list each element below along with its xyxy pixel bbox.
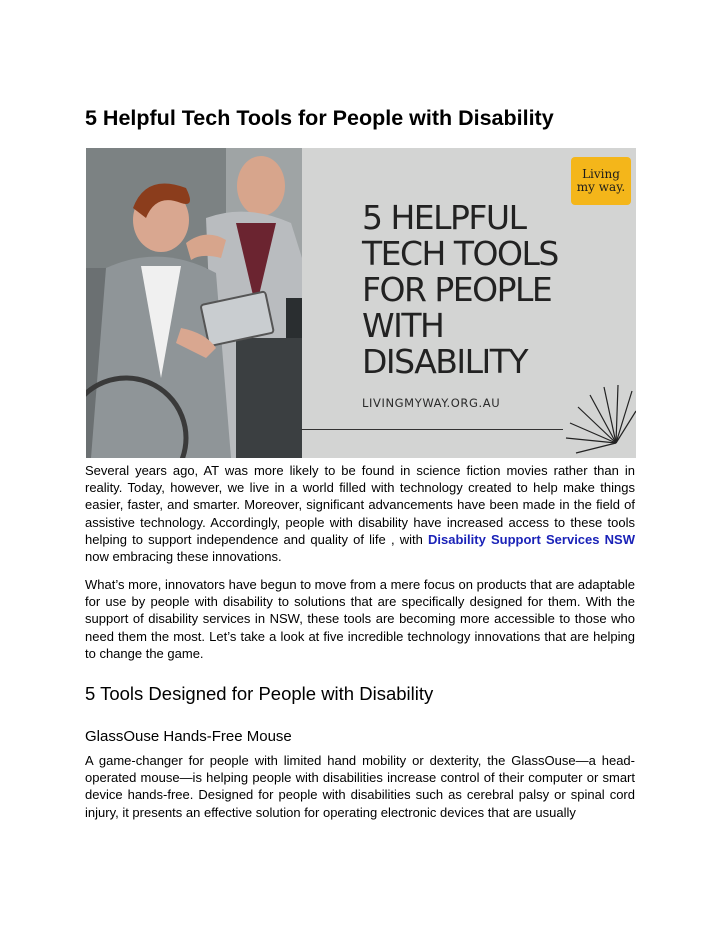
hero-divider	[301, 429, 563, 430]
living-my-way-logo: Living my way.	[571, 157, 631, 205]
hero-headline-line: FOR PEOPLE	[362, 270, 552, 309]
hero-url: LIVINGMYWAY.ORG.AU	[362, 396, 501, 410]
hero-headline-line: DISABILITY	[362, 342, 528, 381]
section-heading: 5 Tools Designed for People with Disability	[85, 683, 434, 704]
glassouse-paragraph: A game-changer for people with limited hand mobility or dexterity, the GlassOuse—a head-operated mouse—is helping people with disabilities increase control of their computer or smart device hands-free. Designed for people with disabilities such as cerebral palsy or spinal cord injury, it presents an effective solution for operating electronic devices that are usually	[85, 753, 635, 820]
hero-image	[86, 148, 636, 458]
article-title: 5 Helpful Tech Tools for People with Disability	[85, 106, 554, 130]
hero-headline-line: 5 HELPFUL	[362, 198, 526, 237]
hero-headline-line: WITH	[362, 306, 444, 345]
subheading: GlassOuse Hands-Free Mouse	[85, 728, 292, 745]
hero-photo	[86, 148, 302, 458]
decorative-rays-icon	[556, 383, 636, 458]
hero-headline-line: TECH TOOLS	[362, 234, 558, 273]
hero-headline	[362, 200, 622, 380]
disability-support-link[interactable]: Disability Support Services NSW	[428, 531, 635, 547]
body-paragraph: What’s more, innovators have begun to move from a mere focus on products that are adaptable for use by people with disability to solutions that are specifically designed for them. With the support of disability services in NSW, these tools are becoming more accessible to those who need them the most. Let’s take a look at five incredible technology innovations that are helping to change the game.	[85, 577, 635, 661]
intro-paragraph: Several years ago, AT was more likely to be found in science fiction movies rather than in reality. Today, however, we live in a world filled with technology created to help make things easier, faster, and smarter. Moreover, significant advancements have been made in the field of assistive technology. Accordingly, people with disability have increased access to these tools helping to support independence and quality of life , with Disability Support Services NSW now embracing these innovations.	[85, 463, 635, 565]
